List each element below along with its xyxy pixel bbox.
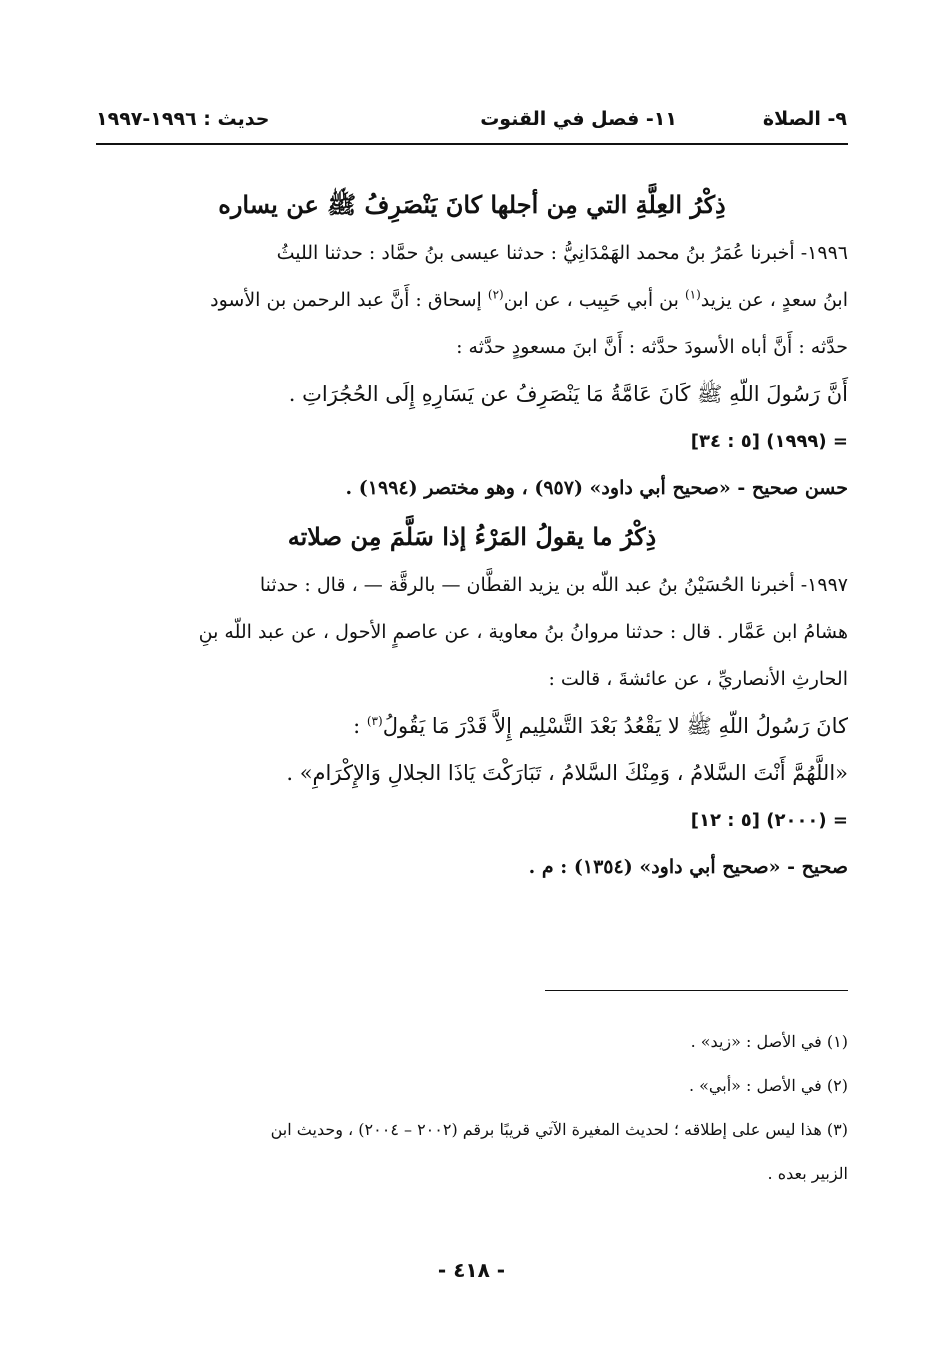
matn-line-end: : (353, 714, 367, 738)
running-header (96, 108, 847, 140)
footnote-1: (١) في الأصل : «زيد» . (690, 1032, 848, 1051)
matn-line: كانَ رَسُولُ اللّهِ ﷺ لا يَقْعُدُ بَعْدَ التَّسْلِيم إِلاَّ قَدْرَ مَا يَقُولُ (382, 714, 848, 738)
isnad-1996 (96, 230, 848, 371)
grading-1996: حسن صحيح - «صحيح أبي داود» (٩٥٧) ، وهو مختصر (١٩٩٤) . (345, 477, 848, 499)
header-divider (96, 143, 848, 145)
isnad-line: هشامُ ابن عَمَّار . قال : حدثنا مروانُ بنُ معاوية ، عن عاصمٍ الأحول ، عن عبد اللّه بنِ (198, 621, 848, 643)
main-text (96, 180, 848, 891)
isnad-1997 (96, 562, 848, 703)
footnotes (96, 1020, 848, 1196)
isnad-line: الحارثِ الأنصاريِّ ، عن عائشةَ ، قالت : (548, 668, 848, 690)
isnad-line: ١٩٩٧- أخبرنا الحُسَيْنُ بنُ عبد اللّه بن يزيد القطَّان — بالرقَّة — ، قال : حدثنا (259, 574, 848, 596)
isnad-line: بن أبي حَبِيب ، عن ابن (503, 289, 685, 311)
isnad-line: إسحاق : أَنَّ عبد الرحمن بن الأسود (210, 289, 488, 311)
isnad-line: ١٩٩٦- أخبرنا عُمَرُ بنُ محمد الهَمْدَانِيُّ : حدثنا عيسى بنُ حمَّاد : حدثنا الليثُ (276, 242, 848, 264)
section-heading-1: ذِكْرُ العِلَّةِ التي مِن أجلها كانَ يَنْصَرِفُ ﷺ عن يساره (218, 190, 726, 219)
footnote-ref-2[interactable]: (٢) (487, 287, 504, 302)
footnote-divider (545, 990, 848, 991)
footnote-3: (٣) هذا ليس على إطلاقه ؛ لحديث المغيرة الآتي قريبًا برقم (٢٠٠٢ – ٢٠٠٤) ، وحديث ابن (270, 1120, 848, 1139)
section-heading-2: ذِكْرُ ما يقولُ المَرْءُ إذا سَلَّمَ مِن صلاته (287, 522, 657, 551)
footnote-3-continued: الزبير بعده . (767, 1164, 848, 1183)
hadith-range: حديث : ١٩٩٦-١٩٩٧ (96, 108, 270, 130)
footnote-ref-3[interactable]: (٣) (366, 714, 383, 728)
chapter-title: ٩- الصلاة (762, 108, 847, 130)
matn-1996: أَنَّ رَسُولَ اللّهِ ﷺ كَانَ عَامَّةُ مَا يَنْصَرِفُ عن يَسَارِهِ إِلَى الحُجُرَاتِ . (288, 382, 848, 406)
matn-1997 (96, 703, 848, 797)
section-title-header: ١١- فصل في القنوت (480, 108, 677, 130)
matn-line: «اللَّهُمَّ أَنْتَ السَّلامُ ، وَمِنْكَ السَّلامُ ، تَبَارَكْتَ يَاذَا الجلالِ وَالإِكْرَامِ» . (286, 761, 848, 785)
cross-reference-1997: = (٢٠٠٠) [٥ : ١٢] (690, 810, 848, 831)
isnad-line: ابنُ سعدٍ ، عن يزيد (700, 289, 848, 311)
grading-1997: صحيح - «صحيح أبي داود» (١٣٥٤) : م . (528, 856, 848, 878)
footnote-ref-1[interactable]: (١) (684, 287, 701, 302)
cross-reference-1996: = (١٩٩٩) [٥ : ٣٤] (690, 431, 848, 452)
footnote-2: (٢) في الأصل : «أبي» . (688, 1076, 848, 1095)
page-number: - ٤١٨ - (437, 1258, 506, 1282)
isnad-line: حدَّثه : أَنَّ أباه الأسودَ حدَّثه : أَنَّ ابنَ مسعودٍ حدَّثه : (456, 336, 848, 358)
